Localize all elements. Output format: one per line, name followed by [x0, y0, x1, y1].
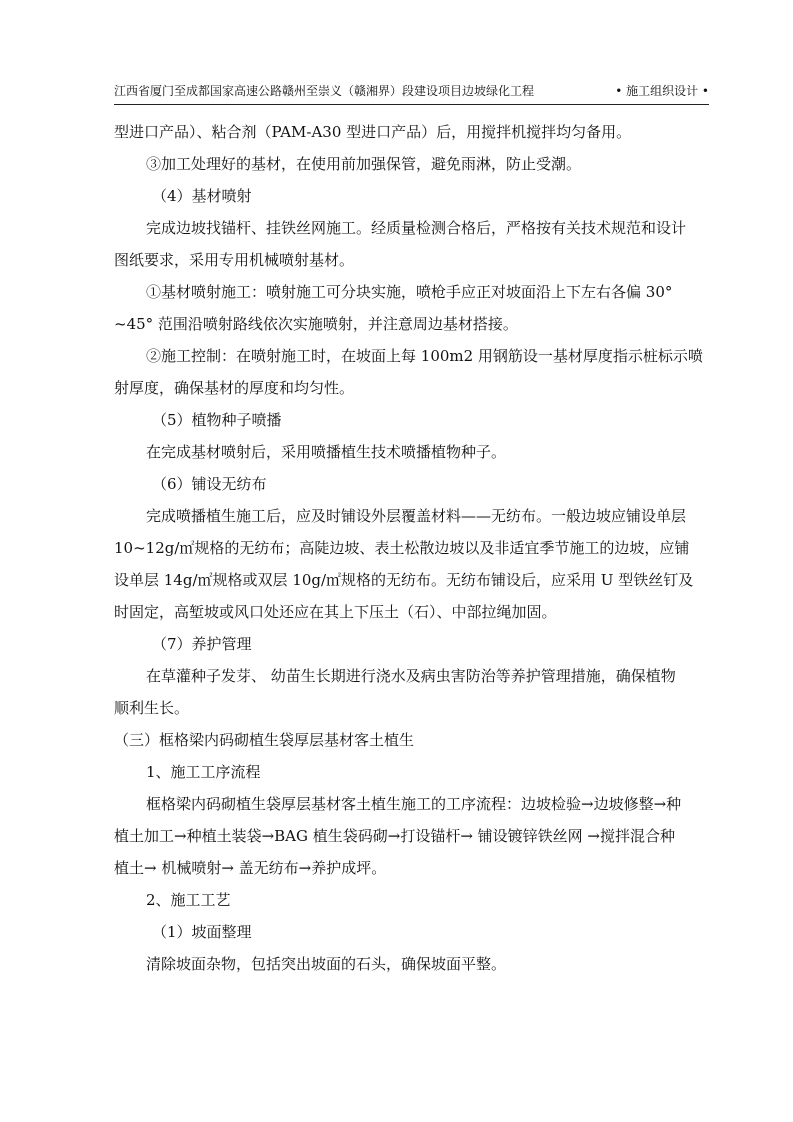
section-heading: （7）养护管理 [152, 635, 252, 653]
text-line: 时固定，高堑坡或风口处还应在其上下压土（石）、中部拉绳加固。 [114, 603, 557, 621]
paragraph-line: 框格梁内码砌植生袋厚层基材客土植生施工的工序流程：边坡检验→边坡修整→种 [146, 795, 682, 813]
section-heading: （6）铺设无纺布 [152, 475, 267, 493]
section-heading: （5）植物种子喷播 [152, 411, 282, 429]
text-line: 图纸要求，采用专用机械喷射基材。 [114, 251, 355, 269]
text-line: 射厚度，确保基材的厚度和均匀性。 [114, 379, 355, 397]
text-line: ~45° 范围沿喷射路线依次实施喷射，并注意周边基材搭接。 [114, 315, 518, 333]
list-item: ①基材喷射施工：喷射施工可分块实施，喷枪手应正对坡面沿上下左右各偏 30° [146, 283, 673, 301]
header-divider [114, 104, 709, 105]
paragraph-line: 完成边坡找锚杆、挂铁丝网施工。经质量检测合格后，严格按有关技术规范和设计 [146, 219, 687, 237]
header-project-title: 江西省厦门至成都国家高速公路赣州至崇义（赣湘界）段建设项目边坡绿化工程 [114, 84, 535, 98]
paragraph-line: 在完成基材喷射后，采用喷播植生技术喷播植物种子。 [146, 443, 507, 461]
header-doc-type: • 施工组织设计 • [615, 84, 709, 98]
paragraph-line: 完成喷播植生施工后，应及时铺设外层覆盖材料——无纺布。一般边坡应铺设单层 [146, 507, 687, 525]
section-heading: （1）坡面整理 [152, 923, 252, 941]
list-item: ③加工处理好的基材，在使用前加强保管，避免雨淋，防止受潮。 [146, 155, 582, 173]
section-heading: （4）基材喷射 [152, 187, 252, 205]
page-header [114, 83, 709, 103]
text-line: 植土加工→种植土装袋→BAG 植生袋码砌→打设锚杆→ 铺设镀锌铁丝网 →搅拌混合种 [114, 827, 675, 845]
text-line: 设单层 14g/㎡规格或双层 10g/㎡规格的无纺布。无纺布铺设后，应采用 U 型铁丝钉及 [114, 571, 694, 589]
chapter-heading: （三）框格梁内码砌植生袋厚层基材客土植生 [114, 731, 415, 749]
text-line: 植土→ 机械喷射→ 盖无纺布→养护成坪。 [114, 859, 387, 877]
text-line: 10~12g/㎡规格的无纺布；高陡边坡、表土松散边坡以及非适宜季节施工的边坡，应铺 [114, 539, 690, 557]
subsection-heading: 2、施工工艺 [146, 891, 231, 909]
document-body [114, 116, 714, 980]
paragraph-line: 清除坡面杂物，包括突出坡面的石头，确保坡面平整。 [146, 955, 507, 973]
list-item: ②施工控制：在喷射施工时，在坡面上每 100m2 用钢筋设一基材厚度指示桩标示喷 [146, 347, 703, 365]
subsection-heading: 1、施工工序流程 [146, 763, 261, 781]
paragraph-line: 在草灌种子发芽、 幼苗生长期进行浇水及病虫害防治等养护管理措施，确保植物 [146, 667, 676, 685]
text-line: 顺利生长。 [114, 699, 190, 717]
text-line: 型进口产品）、粘合剂（PAM-A30 型进口产品）后，用搅拌机搅拌均匀备用。 [114, 123, 632, 141]
